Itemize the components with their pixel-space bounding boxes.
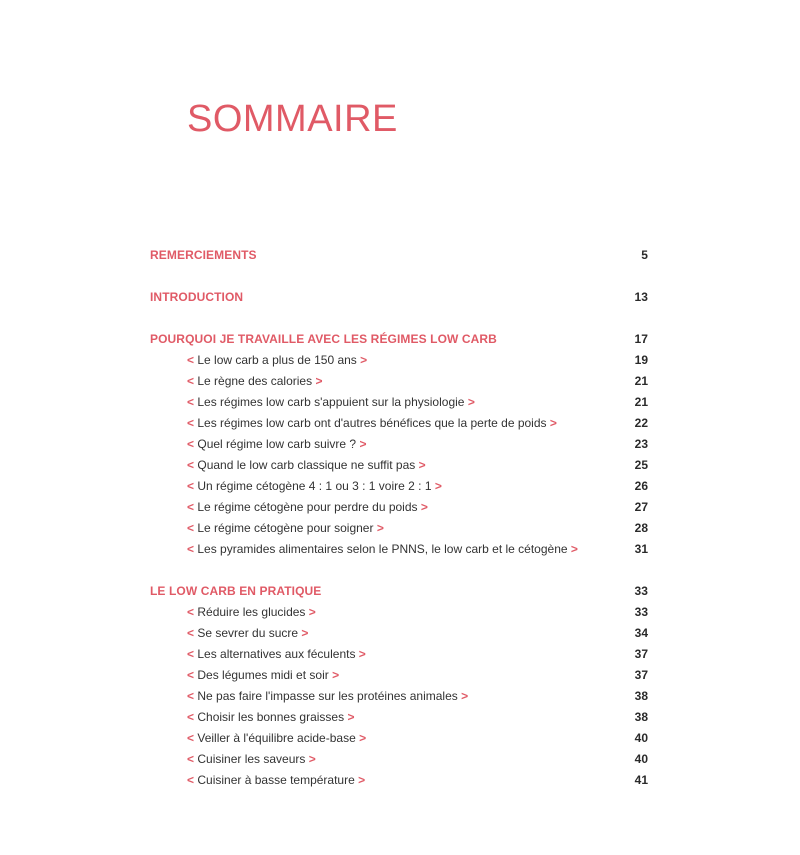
entry-title: Le régime cétogène pour perdre du poids <box>197 499 418 514</box>
bracket-close-icon: > <box>461 688 469 703</box>
bracket-close-icon: > <box>301 625 309 640</box>
toc-entry[interactable] <box>150 517 648 538</box>
bracket-close-icon: > <box>358 772 366 787</box>
entry-label-group <box>187 626 308 640</box>
entry-label-group <box>187 710 354 724</box>
entry-title: Choisir les bonnes graisses <box>197 709 345 724</box>
entry-label-group <box>187 500 428 514</box>
chapter-title: LE LOW CARB EN PRATIQUE <box>150 583 322 598</box>
bracket-close-icon: > <box>376 520 384 535</box>
bracket-open-icon: < <box>187 436 195 451</box>
entry-label-group <box>187 647 366 661</box>
page-number: 5 <box>641 247 648 262</box>
entry-title: Les alternatives aux féculents <box>197 646 356 661</box>
page-number: 33 <box>634 604 648 619</box>
spacer <box>150 559 648 580</box>
toc-entry[interactable] <box>150 685 648 706</box>
bracket-close-icon: > <box>549 415 557 430</box>
page-number: 21 <box>634 373 648 388</box>
entry-label-group <box>187 689 468 703</box>
toc-chapter-remerciements[interactable] <box>150 244 648 265</box>
toc-entry[interactable] <box>150 727 648 748</box>
page-number: 27 <box>634 499 648 514</box>
page-number: 13 <box>634 289 648 304</box>
bracket-open-icon: < <box>187 625 195 640</box>
toc-entry[interactable] <box>150 349 648 370</box>
entry-title: Le low carb a plus de 150 ans <box>197 352 357 367</box>
chapter-title: INTRODUCTION <box>150 289 244 304</box>
entry-title: Le régime cétogène pour soigner <box>197 520 374 535</box>
entry-title: Les régimes low carb s'appuient sur la physiologie <box>197 394 465 409</box>
bracket-open-icon: < <box>187 688 195 703</box>
toc-entry[interactable] <box>150 475 648 496</box>
toc-entry[interactable] <box>150 538 648 559</box>
bracket-close-icon: > <box>358 646 366 661</box>
entry-title: Se sevrer du sucre <box>197 625 299 640</box>
toc-chapter-introduction[interactable] <box>150 286 648 307</box>
bracket-close-icon: > <box>308 604 316 619</box>
page-number: 38 <box>634 688 648 703</box>
entry-title: Cuisiner à basse température <box>197 772 355 787</box>
toc-entry[interactable] <box>150 622 648 643</box>
bracket-open-icon: < <box>187 730 195 745</box>
entry-label-group <box>187 374 322 388</box>
bracket-open-icon: < <box>187 457 195 472</box>
table-of-contents <box>150 244 648 790</box>
toc-entry[interactable] <box>150 391 648 412</box>
toc-chapter-low-carb-en-pratique[interactable] <box>150 580 648 601</box>
toc-entry[interactable] <box>150 454 648 475</box>
bracket-open-icon: < <box>187 478 195 493</box>
page-number: 28 <box>634 520 648 535</box>
bracket-open-icon: < <box>187 394 195 409</box>
bracket-close-icon: > <box>467 394 475 409</box>
bracket-open-icon: < <box>187 646 195 661</box>
toc-entry[interactable] <box>150 748 648 769</box>
spacer <box>150 307 648 328</box>
toc-entry[interactable] <box>150 643 648 664</box>
page-number: 37 <box>634 646 648 661</box>
bracket-close-icon: > <box>418 457 426 472</box>
bracket-close-icon: > <box>420 499 428 514</box>
bracket-close-icon: > <box>332 667 340 682</box>
page-number: 33 <box>634 583 648 598</box>
entry-label-group <box>187 395 475 409</box>
toc-entry[interactable] <box>150 664 648 685</box>
entry-title: Quel régime low carb suivre ? <box>197 436 357 451</box>
bracket-close-icon: > <box>359 730 367 745</box>
toc-entry[interactable] <box>150 496 648 517</box>
entry-title: Des légumes midi et soir <box>197 667 329 682</box>
bracket-close-icon: > <box>347 709 355 724</box>
entry-label-group <box>187 416 557 430</box>
entry-title: Ne pas faire l'impasse sur les protéines animales <box>197 688 458 703</box>
entry-title: Cuisiner les saveurs <box>197 751 306 766</box>
entry-label-group <box>187 521 384 535</box>
page-number: 41 <box>634 772 648 787</box>
bracket-open-icon: < <box>187 415 195 430</box>
bracket-open-icon: < <box>187 772 195 787</box>
page-number: 23 <box>634 436 648 451</box>
bracket-close-icon: > <box>315 373 323 388</box>
entry-title: Réduire les glucides <box>197 604 306 619</box>
bracket-open-icon: < <box>187 604 195 619</box>
entry-title: Le règne des calories <box>197 373 313 388</box>
bracket-close-icon: > <box>360 352 368 367</box>
chapter-title: REMERCIEMENTS <box>150 247 257 262</box>
entry-label-group <box>187 353 367 367</box>
spacer <box>150 265 648 286</box>
bracket-close-icon: > <box>308 751 316 766</box>
bracket-open-icon: < <box>187 541 195 556</box>
bracket-open-icon: < <box>187 352 195 367</box>
bracket-open-icon: < <box>187 373 195 388</box>
chapter-title: POURQUOI JE TRAVAILLE AVEC LES RÉGIMES LOW CARB <box>150 331 497 346</box>
bracket-open-icon: < <box>187 667 195 682</box>
bracket-close-icon: > <box>434 478 442 493</box>
page-title: SOMMAIRE <box>187 98 398 140</box>
page-number: 31 <box>634 541 648 556</box>
chapter-entries <box>150 601 648 790</box>
bracket-open-icon: < <box>187 709 195 724</box>
page-number: 40 <box>634 730 648 745</box>
page-number: 34 <box>634 625 648 640</box>
entry-title: Veiller à l'équilibre acide-base <box>197 730 356 745</box>
page-number: 25 <box>634 457 648 472</box>
bracket-open-icon: < <box>187 499 195 514</box>
toc-chapter-pourquoi[interactable] <box>150 328 648 349</box>
entry-title: Les régimes low carb ont d'autres bénéfices que la perte de poids <box>197 415 547 430</box>
page-number: 26 <box>634 478 648 493</box>
page-number: 38 <box>634 709 648 724</box>
toc-entry[interactable] <box>150 370 648 391</box>
entry-label-group <box>187 752 316 766</box>
toc-entry[interactable] <box>150 706 648 727</box>
toc-entry[interactable] <box>150 769 648 790</box>
entry-label-group <box>187 542 578 556</box>
page-number: 21 <box>634 394 648 409</box>
page-number: 19 <box>634 352 648 367</box>
entry-title: Quand le low carb classique ne suffit pas <box>197 457 416 472</box>
page-number: 22 <box>634 415 648 430</box>
entry-label-group <box>187 437 366 451</box>
entry-label-group <box>187 605 316 619</box>
toc-entry[interactable] <box>150 433 648 454</box>
entry-title: Les pyramides alimentaires selon le PNNS, le low carb et le cétogène <box>197 541 568 556</box>
page-number: 37 <box>634 667 648 682</box>
entry-title: Un régime cétogène 4 : 1 ou 3 : 1 voire 2 : 1 <box>197 478 432 493</box>
bracket-close-icon: > <box>570 541 578 556</box>
entry-label-group <box>187 731 366 745</box>
entry-label-group <box>187 479 442 493</box>
page-number: 17 <box>634 331 648 346</box>
chapter-entries <box>150 349 648 559</box>
toc-entry[interactable] <box>150 412 648 433</box>
bracket-open-icon: < <box>187 751 195 766</box>
entry-label-group <box>187 668 339 682</box>
bracket-open-icon: < <box>187 520 195 535</box>
entry-label-group <box>187 773 365 787</box>
toc-entry[interactable] <box>150 601 648 622</box>
bracket-close-icon: > <box>359 436 367 451</box>
entry-label-group <box>187 458 426 472</box>
page-number: 40 <box>634 751 648 766</box>
